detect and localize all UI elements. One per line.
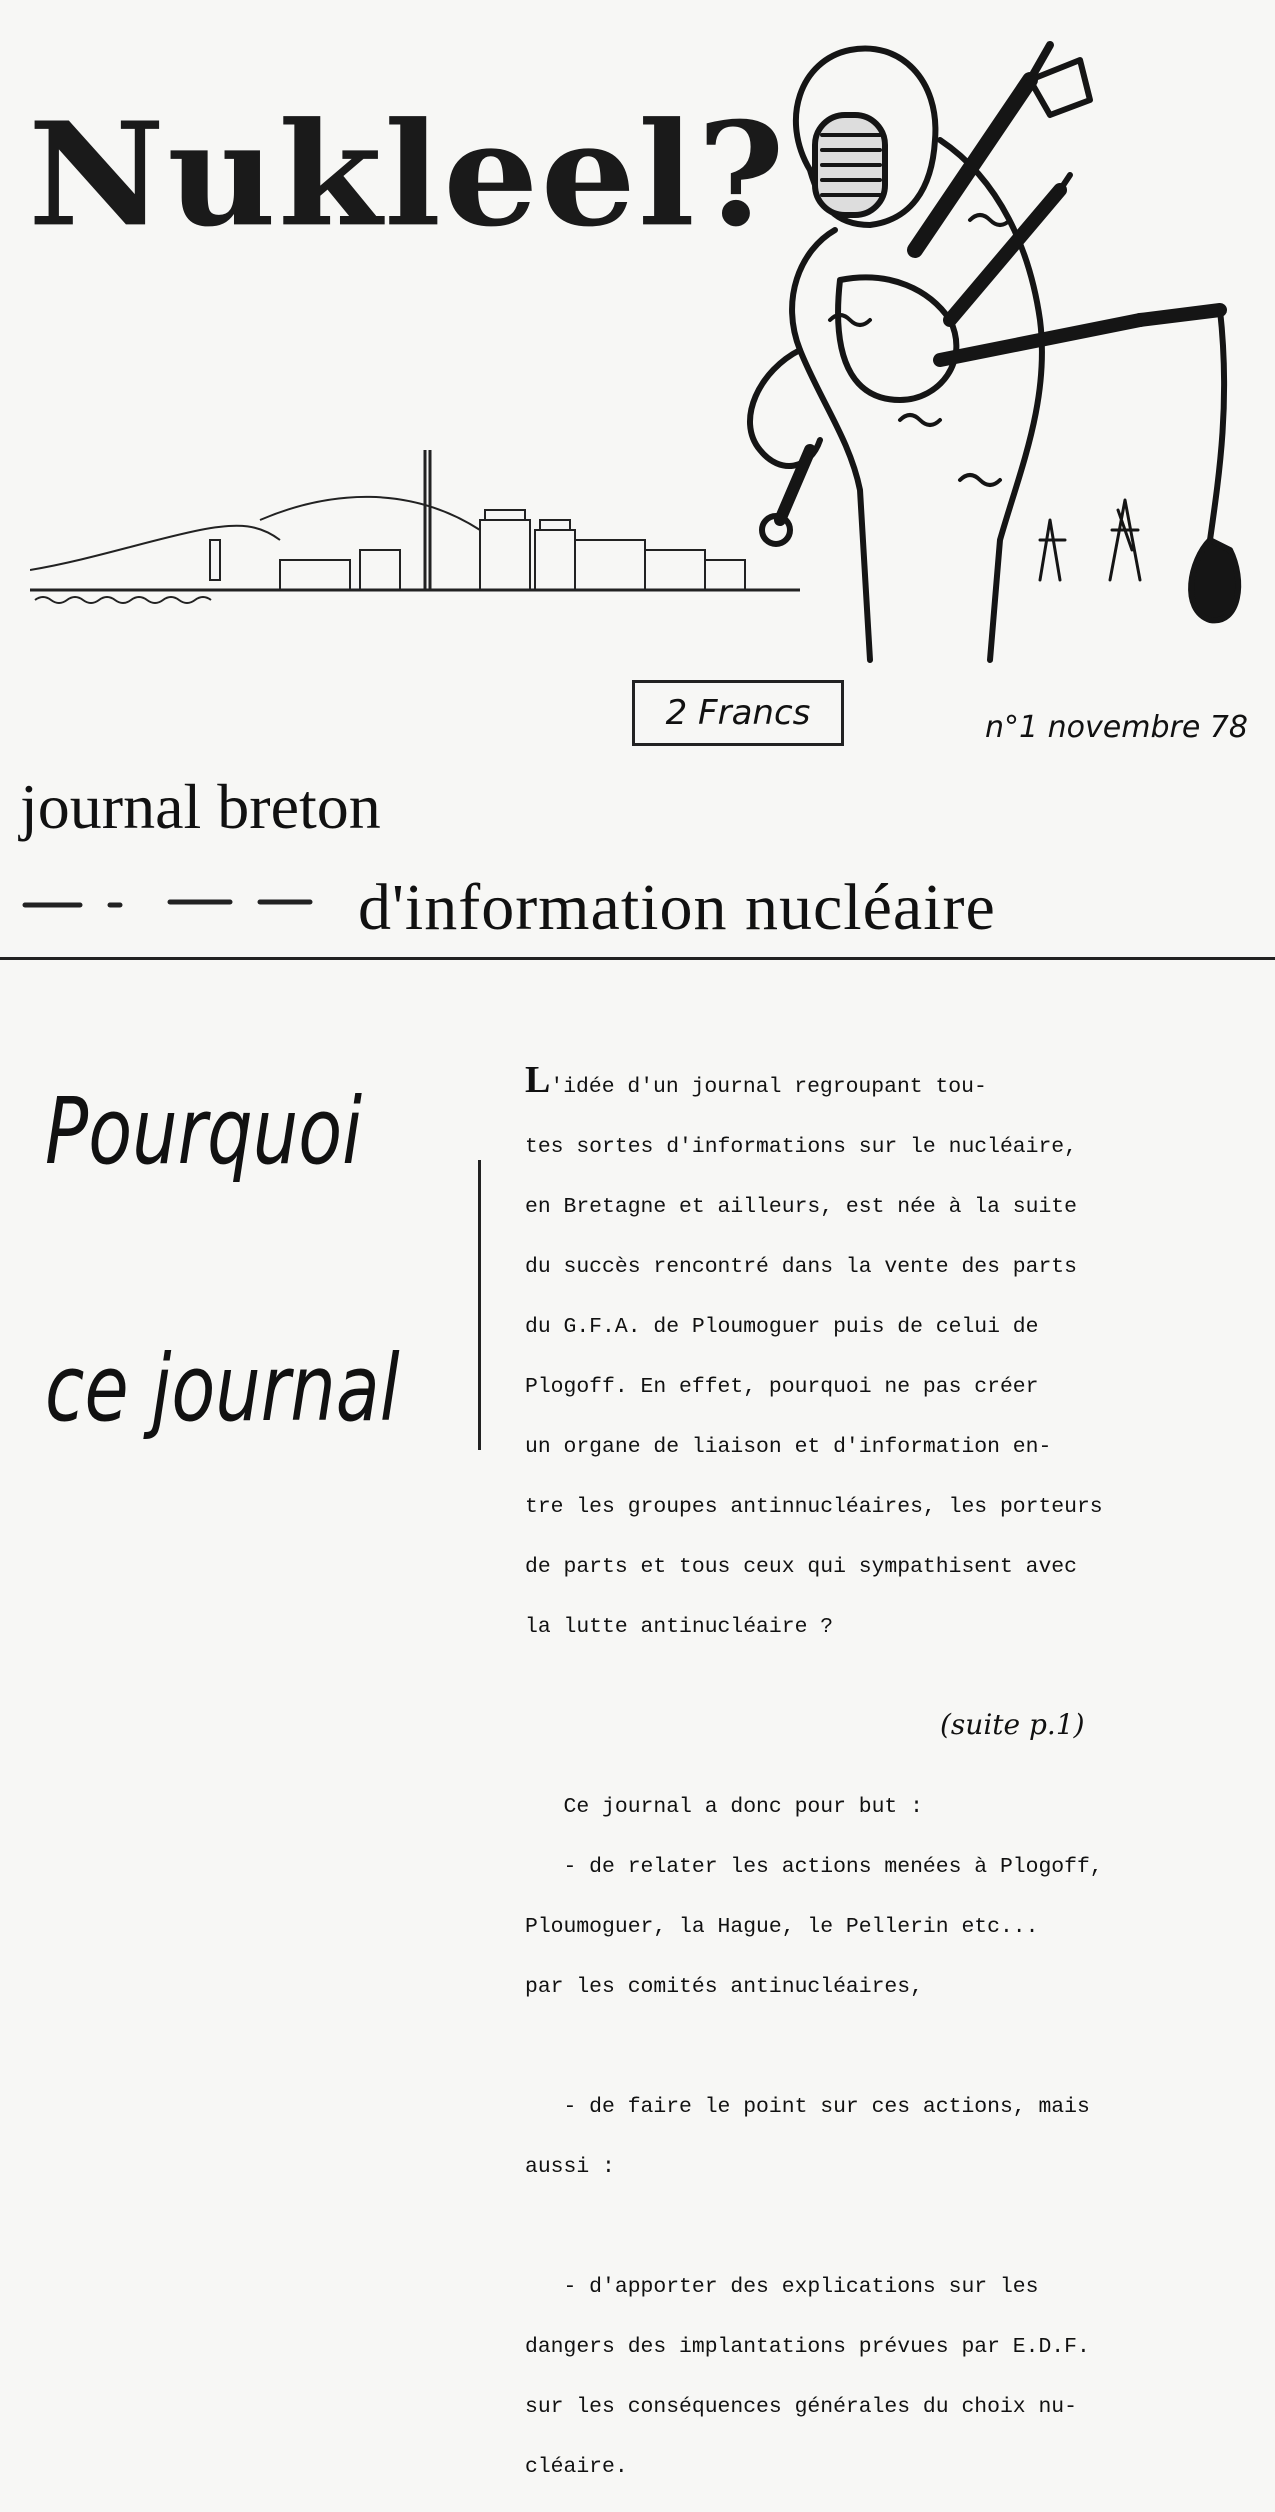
text-line: cléaire. xyxy=(525,2455,628,2479)
text-line: - de faire le point sur ces actions, mais xyxy=(525,2095,1090,2119)
text-line: sur les conséquences générales du choix nu- xyxy=(525,2395,1077,2419)
text-line: aussi : xyxy=(525,2155,615,2179)
price-label: 2 Francs xyxy=(665,693,811,733)
bagpiper-hazmat-illustration xyxy=(740,20,1260,680)
sidebar-title-line-1: Pourquoi xyxy=(45,1078,363,1185)
text-line: un organe de liaison et d'information en- xyxy=(525,1435,1052,1459)
text-line: dangers des implantations prévues par E.D.F. xyxy=(525,2335,1090,2359)
subtitle-line-2: d'information nucléaire xyxy=(358,871,996,944)
text-line: de parts et tous ceux qui sympathisent avec xyxy=(525,1555,1077,1579)
article-body xyxy=(525,1035,1260,2512)
vertical-divider xyxy=(478,1160,481,1450)
text-line: Ce journal a donc pour but : xyxy=(525,1795,923,1819)
text-line: tre les groupes antinnucléaires, les porteurs xyxy=(525,1495,1103,1519)
paragraph-1-first-line xyxy=(525,1059,1260,1102)
text-line: 'idée d'un journal regroupant tou- xyxy=(550,1075,987,1099)
text-line: - d'apporter des explications sur les xyxy=(525,2275,1039,2299)
issue-label: n°1 novembre 78 xyxy=(985,710,1248,745)
continued-note: (suite p.1) xyxy=(940,1708,1085,1741)
text-line: par les comités antinucléaires, xyxy=(525,1975,923,1999)
text-line: Plogoff. En effet, pourquoi ne pas créer xyxy=(525,1375,1039,1399)
text-line: - de relater les actions menées à Plogoff, xyxy=(525,1855,1103,1879)
text-line: Ploumoguer, la Hague, le Pellerin etc... xyxy=(525,1915,1039,1939)
decorative-dashes xyxy=(20,890,320,920)
price-box xyxy=(632,680,844,746)
text-line: du G.F.A. de Ploumoguer puis de celui de xyxy=(525,1315,1039,1339)
masthead-title: Nukleel? xyxy=(28,91,787,259)
subtitle-line-1: journal breton xyxy=(20,771,381,842)
text-line: en Bretagne et ailleurs, est née à la suite xyxy=(525,1195,1077,1219)
text-line: la lutte antinucléaire ? xyxy=(525,1615,834,1639)
text-line: du succès rencontré dans la vente des parts xyxy=(525,1255,1077,1279)
text-line: tes sortes d'informations sur le nucléaire, xyxy=(525,1135,1077,1159)
horizontal-rule xyxy=(0,957,1275,960)
dropcap: L xyxy=(525,1059,551,1101)
sidebar-title-line-2: ce journal xyxy=(45,1335,400,1442)
nuclear-plant-landscape-illustration xyxy=(30,440,800,620)
